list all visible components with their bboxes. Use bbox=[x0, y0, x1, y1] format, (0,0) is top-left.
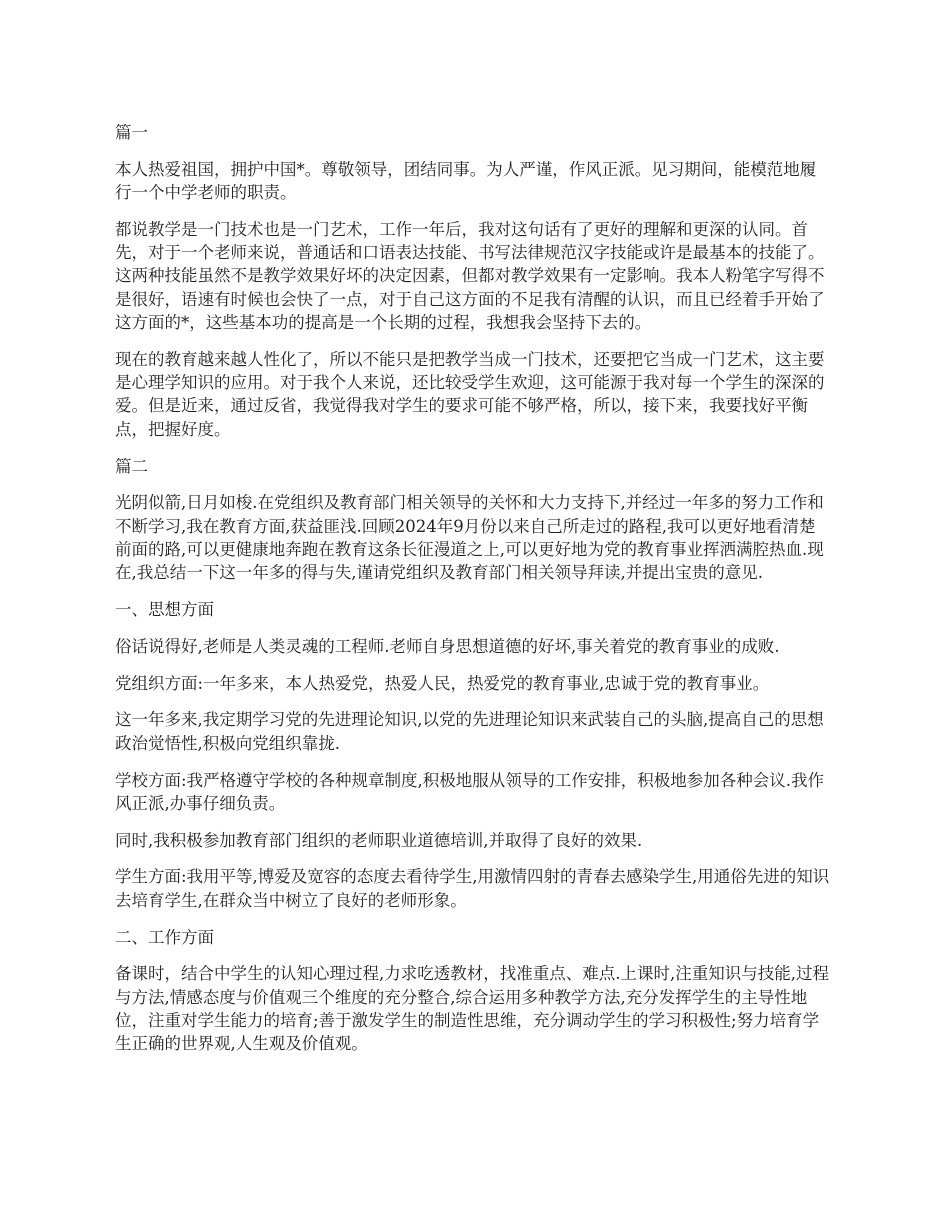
paragraph: 光阴似箭,日月如梭.在党组织及教育部门相关领导的关怀和大力支持下,并经过一年多的努力工作和不断学习,我在教育方面,获益匪浅.回顾2024年9月份以来自己所走过的路程,我可以更好地看清楚前面的路,可以更健康地奔跑在教育这条长征漫道之上,可以更好地为党的教育事业挥洒满腔热血.现在,我总结一下这一年多的得与失,谨请党组织及教育部门相关领导拜读,并提出宝贵的意见. bbox=[115, 493, 824, 583]
subheading-work: 二、工作方面 bbox=[115, 927, 214, 947]
paragraph: 这一年多来,我定期学习党的先进理论知识,以党的先进理论知识来武装自己的头脑,提高自己的思想政治觉悟性,积极向党组织靠拢. bbox=[115, 710, 824, 753]
section-heading-2: 篇二 bbox=[115, 456, 148, 476]
paragraph: 学校方面:我严格遵守学校的各种规章制度,积极地服从领导的工作安排，积极地参加各种会议.我作风正派,办事仔细负责。 bbox=[115, 770, 825, 813]
paragraph: 现在的教育越来越人性化了，所以不能只是把教学当成一门技术，还要把它当成一门艺术，这主要是心理学知识的应用。对于我个人来说，还比较受学生欢迎，这可能源于我对每一个学生的深深的爱。但是近来，通过反省，我觉得我对学生的要求可能不够严格，所以，接下来，我要找好平衡点，把握好度。 bbox=[115, 349, 825, 439]
paragraph: 俗话说得好,老师是人类灵魂的工程师.老师自身思想道德的好坏,事关着党的教育事业的成败. bbox=[115, 636, 780, 656]
paragraph: 党组织方面:一年多来，本人热爱党，热爱人民，热爱党的教育事业,忠诚于党的教育事业。 bbox=[115, 673, 770, 693]
paragraph: 学生方面:我用平等,博爱及宽容的态度去看待学生,用激情四射的青春去感染学生,用通俗先进的知识去培育学生,在群众当中树立了良好的老师形象。 bbox=[115, 867, 830, 910]
subheading-ideology: 一、思想方面 bbox=[115, 600, 214, 620]
paragraph: 备课时，结合中学生的认知心理过程,力求吃透教材，找准重点、难点.上课时,注重知识与技能,过程与方法,情感态度与价值观三个维度的充分整合,综合运用多种教学方法,充分发挥学生的主导性地位，注重对学生能力的培育;善于激发学生的制造性思维，充分调动学生的学习积极性;努力培育学生正确的世界观,人生观及价值观。 bbox=[115, 964, 829, 1054]
paragraph: 同时,我积极参加教育部门组织的老师职业道德培训,并取得了良好的效果. bbox=[115, 830, 643, 850]
paragraph: 都说教学是一门技术也是一门艺术，工作一年后，我对这句话有了更好的理解和更深的认同。首先，对于一个老师来说，普通话和口语表达技能、书写法律规范汉字技能或许是最基本的技能了。这两种技能虽然不是教学效果好坏的决定因素，但都对教学效果有一定影响。我本人粉笔字写得不是很好，语速有时候也会快了一点，对于自己这方面的不足我有清醒的认识，而且已经着手开始了这方面的*，这些基本功的提高是一个长期的过程，我想我会坚持下去的。 bbox=[115, 219, 825, 333]
section-heading-1: 篇一 bbox=[115, 123, 148, 142]
paragraph: 本人热爱祖国，拥护中国*。尊敬领导，团结同事。为人严谨，作风正派。见习期间，能模范地履行一个中学老师的职责。 bbox=[115, 159, 817, 203]
